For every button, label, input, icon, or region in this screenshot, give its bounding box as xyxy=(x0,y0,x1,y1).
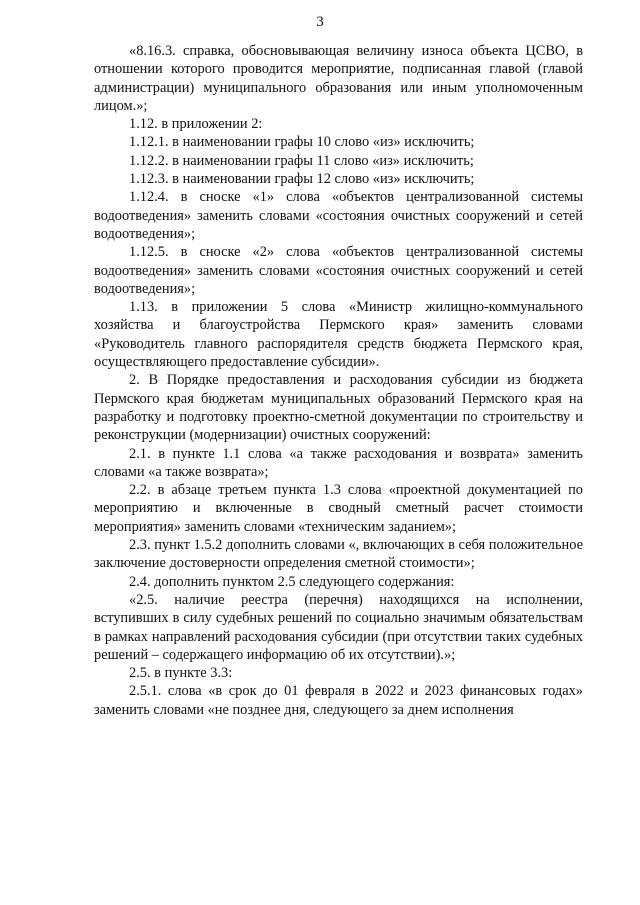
paragraph-2-5-quote: «2.5. наличие реестра (перечня) находящихся на исполнении, вступивших в силу судебных решений по социально значимым обязательствам в рамках направлений расходования субсидии (при отсутствии таких судебных решений – содержащего информацию об их отсутствии).»; xyxy=(94,591,583,663)
paragraph-8-16-3: «8.16.3. справка, обосновывающая величину износа объекта ЦСВО, в отношении которого проводится мероприятие, подписанная главой (главой администрации) муниципального образования или иным уполномоченным лицом.»; xyxy=(94,43,583,114)
paragraph-1-13: 1.13. в приложении 5 слова «Министр жилищно-коммунального хозяйства и благоустройства Пермского края» заменить словами «Руководитель главного распорядителя средств бюджета Пермского края, осуществляющего предоставление субсидии». xyxy=(94,299,583,371)
paragraph-2-4: 2.4. дополнить пунктом 2.5 следующего содержания: xyxy=(129,573,455,590)
paragraph-1-12-2: 1.12.2. в наименовании графы 11 слово «из» исключить; xyxy=(129,152,474,169)
paragraph-1-12: 1.12. в приложении 2: xyxy=(129,116,263,133)
page-number: 3 xyxy=(316,14,324,30)
document-body xyxy=(94,42,583,719)
paragraph-2-1: 2.1. в пункте 1.1 слова «а также расходования и возврата» заменить словами «а также возврата»; xyxy=(94,445,583,480)
paragraph-2-3: 2.3. пункт 1.5.2 дополнить словами «, включающих в себя положительное заключение достоверности определения сметной стоимости»; xyxy=(94,537,583,572)
paragraph-2: 2. В Порядке предоставления и расходования субсидии из бюджета Пермского края бюджетам муниципальных образований Пермского края на разработку и подготовку проектно-сметной документации по строительству и реконструкции (модернизации) очистных сооружений: xyxy=(94,372,583,444)
paragraph-2-2: 2.2. в абзаце третьем пункта 1.3 слова «проектной документацией по мероприятию и включенные в сводный сметный расчет стоимости мероприятия» заменить словами «техническим заданием»; xyxy=(94,482,583,535)
paragraph-2-5: 2.5. в пункте 3.3: xyxy=(129,665,233,682)
paragraph-1-12-4: 1.12.4. в сноске «1» слова «объектов централизованной системы водоотведения» заменить словами «состояния очистных сооружений и сетей водоотведения»; xyxy=(94,189,583,242)
paragraph-1-12-5: 1.12.5. в сноске «2» слова «объектов централизованной системы водоотведения» заменить словами «состояния очистных сооружений и сетей водоотведения»; xyxy=(94,244,583,297)
paragraph-2-5-1: 2.5.1. слова «в срок до 01 февраля в 2022 и 2023 финансовых годах» заменить словами «не позднее дня, следующего за днем исполнения xyxy=(94,683,583,718)
paragraph-1-12-1: 1.12.1. в наименовании графы 10 слово «из» исключить; xyxy=(129,134,475,151)
paragraph-1-12-3: 1.12.3. в наименовании графы 12 слово «из» исключить; xyxy=(129,171,475,188)
